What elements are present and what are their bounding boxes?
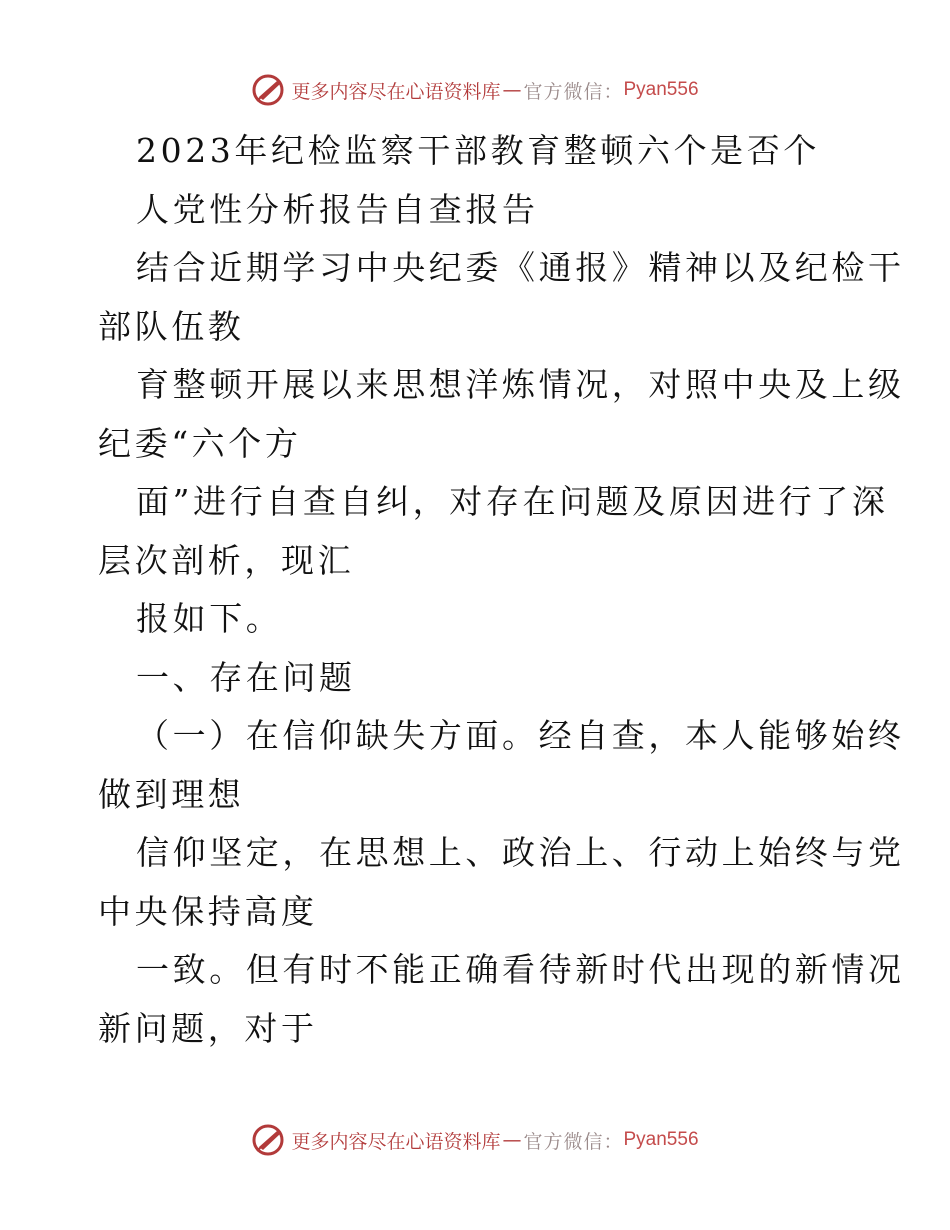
- banner-title: 更多内容尽在心语资料库: [291, 1130, 501, 1153]
- banner-title: 更多内容尽在心语资料库: [291, 80, 501, 103]
- document-body: [98, 122, 905, 1058]
- banner-wechat-id: Pyan556: [623, 1129, 699, 1150]
- paragraph-line: 信仰坚定，在思想上、政治上、行动上始终与党: [136, 833, 905, 872]
- paragraph-line: 面”进行自查自纠，对存在问题及原因进行了深: [136, 482, 889, 521]
- footer-watermark-banner: [0, 1120, 950, 1160]
- banner-wechat-id: Pyan556: [623, 79, 699, 100]
- header-watermark-banner: [0, 70, 950, 110]
- paragraph-line: 育整顿开展以来思想洋炼情况，对照中央及上级: [136, 365, 905, 404]
- paragraph-line: 报如下。: [136, 599, 283, 638]
- banner-wechat-label: 官方微信：: [523, 80, 624, 103]
- banner-wechat-label: 官方微信：: [523, 1130, 624, 1153]
- paragraph-line: 层次剖析，现汇: [98, 540, 355, 580]
- paragraph-line: 结合近期学习中央纪委《通报》精神以及纪检干: [136, 248, 905, 287]
- section-heading: 一、存在问题: [136, 657, 356, 697]
- paragraph-line: 中央保持高度: [98, 891, 318, 931]
- doc-title-line-2: 人党性分析报告自查报告: [136, 189, 539, 229]
- paragraph-line: 部队伍教: [98, 306, 245, 346]
- paragraph-line: 做到理想: [98, 774, 245, 814]
- quill-logo-icon: [251, 73, 287, 107]
- banner-dash: —: [502, 1129, 522, 1151]
- paragraph-line: 纪委“六个方: [98, 423, 302, 463]
- paragraph-line: （一）在信仰缺失方面。经自查，本人能够始终: [136, 716, 905, 755]
- banner-dash: —: [502, 79, 522, 101]
- paragraph-line: 一致。但有时不能正确看待新时代出现的新情况: [136, 950, 905, 989]
- doc-title-line-1: 2023年纪检监察干部教育整顿六个是否个: [136, 131, 820, 170]
- paragraph-line: 新问题，对于: [98, 1008, 318, 1048]
- quill-logo-icon: [251, 1123, 287, 1157]
